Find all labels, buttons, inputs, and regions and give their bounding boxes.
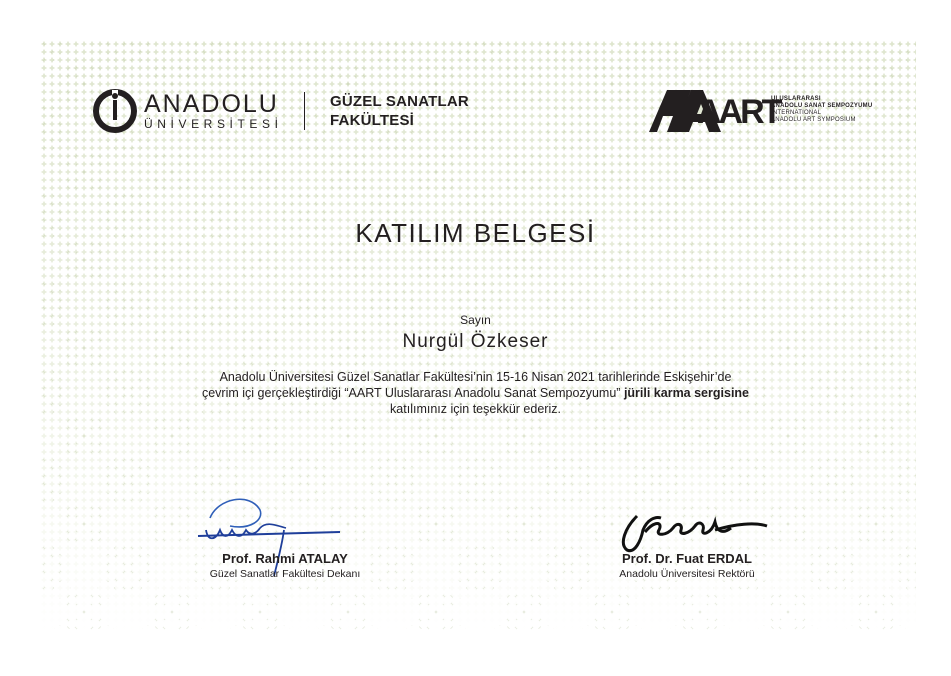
faculty-name: [330, 92, 469, 130]
faculty-line-2: FAKÜLTESİ: [330, 112, 415, 129]
logo-divider: [304, 92, 305, 130]
certificate-title: KATILIM BELGESİ: [355, 218, 596, 248]
university-subtitle: ÜNİVERSİTESİ: [144, 117, 283, 131]
body-line-2-bold: jürili karma sergisine: [623, 386, 749, 400]
certificate-body: [120, 369, 831, 417]
aart-line-4: ANADOLU ART SYMPOSIUM: [771, 117, 856, 123]
rector-role: Anadolu Üniversitesi Rektörü: [619, 568, 755, 580]
dean-name: Prof. Rahmi ATALAY: [222, 551, 348, 566]
body-line-1: Anadolu Üniversitesi Güzel Sanatlar Fakültesi’nin 15-16 Nisan 2021 tarihlerinde Eskişehir’de: [219, 370, 732, 384]
aart-line-3: INTERNATIONAL: [771, 110, 822, 116]
aart-line-1: ULUSLARARASI: [771, 96, 821, 102]
rector-name: Prof. Dr. Fuat ERDAL: [621, 551, 752, 566]
university-name: ANADOLU: [144, 90, 279, 118]
dean-role: Güzel Sanatlar Fakültesi Dekanı: [209, 568, 361, 580]
aart-wordmark: AART: [697, 93, 780, 131]
faculty-line-1: GÜZEL SANATLAR: [330, 93, 469, 110]
rector-signature-block: [562, 551, 812, 581]
rector-signature-icon: [615, 510, 770, 556]
body-line-2: [120, 385, 831, 401]
recipient-name: Nurgül Özkeser: [402, 331, 549, 352]
dean-signature-block: [160, 551, 410, 581]
anadolu-university-logo: [92, 88, 283, 134]
aart-tagline: [771, 96, 872, 124]
salutation: Sayın: [460, 313, 491, 327]
body-line-2-text: çevrim içi gerçekleştirdiği “AART Uluslararası Anadolu Sanat Sempozyumu”: [201, 386, 621, 400]
body-line-3: katılımınız için teşekkür ederiz.: [390, 402, 561, 416]
aart-line-2: ANADOLU SANAT SEMPOZYUMU: [771, 103, 873, 109]
anadolu-logo-mark-icon: [92, 88, 138, 134]
